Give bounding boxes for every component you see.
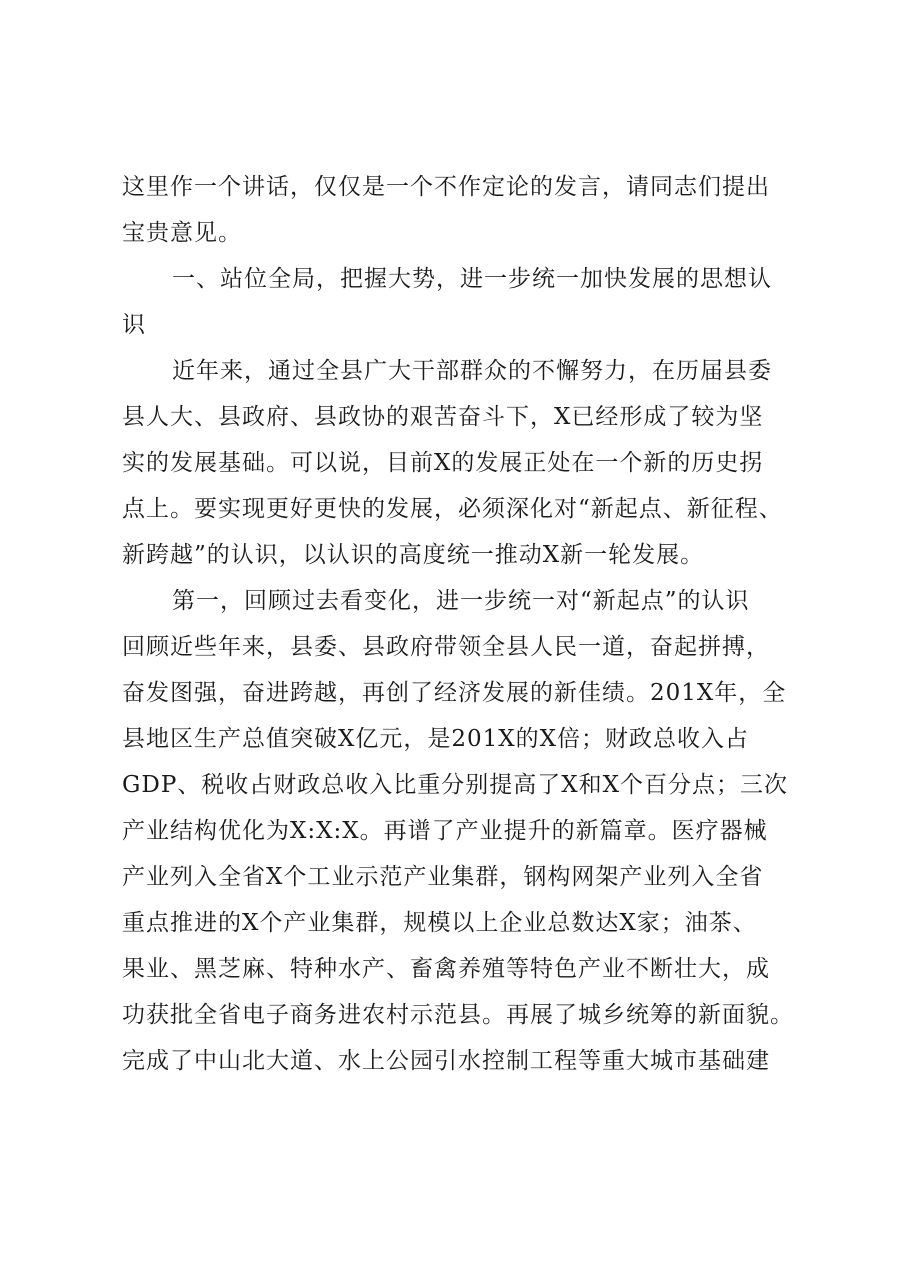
section-heading-line: 一、站位全局，把握大势，进一步统一加快发展的思想认: [172, 266, 772, 292]
text-line: 完成了中山北大道、水上公园引水控制工程等重大城市基础建: [122, 1048, 770, 1074]
text-line: 重点推进的X个产业集群，规模以上企业总数达X家；油茶、: [122, 910, 757, 936]
text-line: 奋发图强，奋进跨越，再创了经济发展的新佳绩。201X年，全: [122, 680, 787, 706]
text-line: 产业结构优化为X:X:X。再谱了产业提升的新篇章。医疗器械: [122, 818, 768, 844]
body-text: [122, 164, 802, 1084]
text-line: 新跨越”的认识，以认识的高度统一推动X新一轮发展。: [122, 542, 705, 568]
text-line: GDP、税收占财政总收入比重分别提高了X和X个百分点；三次: [122, 772, 789, 798]
text-line: 县地区生产总值突破X亿元，是201X的X倍；财政总收入占: [122, 726, 750, 752]
section-heading-line: 识: [122, 312, 146, 338]
text-line: 实的发展基础。可以说，目前X的发展正处在一个新的历史拐: [122, 450, 764, 476]
text-line: 这里作一个讲话，仅仅是一个不作定论的发言，请同志们提出: [122, 174, 770, 200]
text-line: 县人大、县政府、县政协的艰苦奋斗下，X已经形成了较为坚: [122, 404, 764, 430]
text-line: 回顾近些年来，县委、县政府带领全县人民一道，奋起拼搏，: [122, 634, 770, 660]
text-line: 果业、黑芝麻、特种水产、畜禽养殖等特色产业不断壮大，成: [122, 956, 770, 982]
text-line: 功获批全省电子商务进农村示范县。再展了城乡统筹的新面貌。: [122, 1002, 794, 1028]
text-line: 宝贵意见。: [122, 220, 242, 246]
text-line: 近年来，通过全县广大干部群众的不懈努力，在历届县委: [172, 358, 772, 384]
text-line: 产业列入全省X个工业示范产业集群，钢构网架产业列入全省: [122, 864, 764, 890]
subsection-heading-line: 第一，回顾过去看变化，进一步统一对“新起点”的认识: [172, 588, 750, 614]
text-line: 点上。要实现更好更快的发展，必须深化对“新起点、新征程、: [122, 496, 783, 522]
